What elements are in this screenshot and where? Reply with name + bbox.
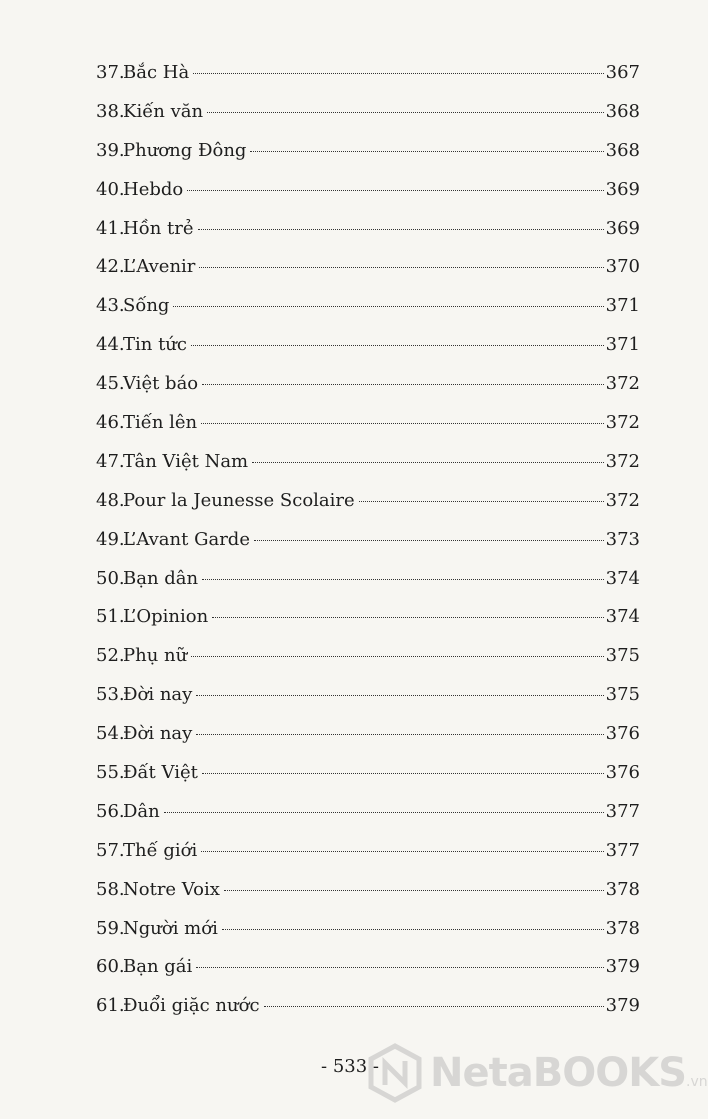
entry-number: 55.: [96, 762, 125, 784]
entry-title: Thế giới: [123, 839, 198, 861]
toc-entry: [96, 918, 640, 957]
entry-page: 367: [605, 62, 640, 83]
toc-entry: [96, 723, 640, 762]
entry-title: Phương Đông: [123, 139, 247, 161]
toc-entry: [96, 879, 640, 918]
entry-number: 48.: [96, 489, 125, 511]
entry-number: 58.: [96, 878, 125, 900]
dot-leader: [201, 851, 603, 852]
dot-leader: [202, 579, 604, 580]
entry-number: 47.: [96, 450, 125, 472]
page-number: - 533 -: [321, 1056, 379, 1077]
toc-entry: [96, 568, 640, 607]
dot-leader: [196, 967, 603, 968]
toc-entry: [96, 645, 640, 684]
entry-number: 51.: [96, 606, 125, 628]
entry-title: Dân: [123, 800, 160, 822]
entry-page: 373: [605, 528, 640, 550]
entry-number: 57.: [96, 839, 125, 861]
toc-entry: [96, 218, 640, 257]
dot-leader: [224, 890, 604, 891]
entry-number: 40.: [96, 178, 125, 200]
dot-leader: [250, 151, 603, 152]
entry-title: Notre Voix: [123, 878, 220, 900]
entry-title: Pour la Jeunesse Scolaire: [123, 489, 355, 511]
dot-leader: [202, 773, 604, 774]
entry-number: 38.: [96, 100, 125, 122]
entry-title: Bạn dân: [123, 567, 199, 589]
entry-page: 368: [605, 139, 640, 161]
toc-entry: [96, 451, 640, 490]
toc-entry: [96, 801, 640, 840]
entry-title: L’Avenir: [123, 256, 196, 278]
entry-page: 369: [605, 178, 640, 200]
entry-number: 46.: [96, 412, 125, 434]
entry-title: Người mới: [123, 917, 218, 939]
entry-number: 56.: [96, 800, 125, 822]
entry-number: 44.: [96, 334, 125, 356]
entry-page: 371: [605, 334, 640, 356]
toc-entry: [96, 373, 640, 412]
entry-title: L’Avant Garde: [123, 528, 250, 550]
entry-title: Tân Việt Nam: [123, 450, 249, 472]
toc-entry: [96, 412, 640, 451]
entry-page: 377: [605, 839, 640, 861]
entry-page: 374: [605, 567, 640, 589]
entry-number: 54.: [96, 723, 125, 745]
entry-page: 374: [605, 606, 640, 628]
entry-title: Đời nay: [123, 723, 193, 745]
toc-entry: [96, 256, 640, 295]
toc-entry: [96, 840, 640, 879]
entry-page: 378: [605, 878, 640, 900]
entry-title: Đất Việt: [123, 762, 198, 784]
toc-entry: [96, 490, 640, 529]
entry-number: 42.: [96, 256, 125, 278]
dot-leader: [359, 501, 604, 502]
toc-entry: [96, 295, 640, 334]
toc-entry: [96, 956, 640, 995]
entry-title: Hebdo: [123, 178, 184, 200]
entry-title: Bạn gái: [123, 956, 193, 978]
entry-page: 368: [605, 100, 640, 122]
entry-page: 378: [605, 917, 640, 939]
entry-page: 379: [605, 995, 640, 1017]
toc-entry: [96, 62, 640, 101]
table-of-contents: [96, 62, 640, 1034]
dot-leader: [207, 112, 604, 113]
entry-title: L’Opinion: [123, 606, 209, 628]
toc-entry: [96, 140, 640, 179]
toc-entry: [96, 995, 640, 1034]
dot-leader: [164, 812, 604, 813]
toc-entry: [96, 101, 640, 140]
entry-title: Đời nay: [123, 684, 193, 706]
dot-leader: [201, 423, 603, 424]
entry-number: 49.: [96, 528, 125, 550]
entry-title: Đuổi giặc nước: [123, 995, 260, 1017]
dot-leader: [212, 617, 603, 618]
entry-page: 371: [605, 295, 640, 317]
toc-entry: [96, 179, 640, 218]
entry-number: 45.: [96, 373, 125, 395]
toc-entry: [96, 606, 640, 645]
entry-number: 43.: [96, 295, 125, 317]
watermark-text: NetaBOOKS.vn: [430, 1050, 708, 1096]
entry-number: 39.: [96, 139, 125, 161]
entry-title: Tin tức: [123, 334, 187, 356]
dot-leader: [222, 929, 604, 930]
entry-number: 37.: [96, 62, 125, 83]
dot-leader: [254, 540, 604, 541]
entry-title: Hồn trẻ: [123, 217, 194, 239]
entry-number: 53.: [96, 684, 125, 706]
entry-number: 59.: [96, 917, 125, 939]
entry-title: Phụ nữ: [123, 645, 188, 667]
dot-leader: [252, 462, 604, 463]
entry-title: Sống: [123, 295, 170, 317]
dot-leader: [191, 656, 603, 657]
entry-page: 372: [605, 373, 640, 395]
entry-page: 375: [605, 684, 640, 706]
toc-entry: [96, 529, 640, 568]
dot-leader: [196, 695, 603, 696]
dot-leader: [187, 190, 603, 191]
entry-title: Tiến lên: [123, 412, 198, 434]
dot-leader: [199, 267, 603, 268]
entry-number: 52.: [96, 645, 125, 667]
watermark: [368, 1044, 708, 1102]
entry-page: 372: [605, 412, 640, 434]
entry-page: 372: [605, 489, 640, 511]
entry-number: 60.: [96, 956, 125, 978]
entry-number: 50.: [96, 567, 125, 589]
entry-number: 61.: [96, 995, 125, 1017]
dot-leader: [264, 1006, 604, 1007]
dot-leader: [193, 73, 603, 74]
entry-page: 377: [605, 800, 640, 822]
entry-page: 379: [605, 956, 640, 978]
dot-leader: [202, 384, 604, 385]
toc-entry: [96, 684, 640, 723]
entry-page: 376: [605, 723, 640, 745]
entry-page: 372: [605, 450, 640, 472]
toc-entry: [96, 762, 640, 801]
neta-logo-icon: [368, 1044, 422, 1102]
dot-leader: [196, 734, 603, 735]
entry-title: Bắc Hà: [123, 62, 190, 83]
entry-title: Việt báo: [123, 373, 199, 395]
entry-number: 41.: [96, 217, 125, 239]
dot-leader: [198, 229, 604, 230]
toc-entry: [96, 334, 640, 373]
entry-page: 370: [605, 256, 640, 278]
entry-title: Kiến văn: [123, 100, 204, 122]
entry-page: 376: [605, 762, 640, 784]
entry-page: 375: [605, 645, 640, 667]
dot-leader: [191, 345, 604, 346]
entry-page: 369: [605, 217, 640, 239]
dot-leader: [173, 306, 603, 307]
